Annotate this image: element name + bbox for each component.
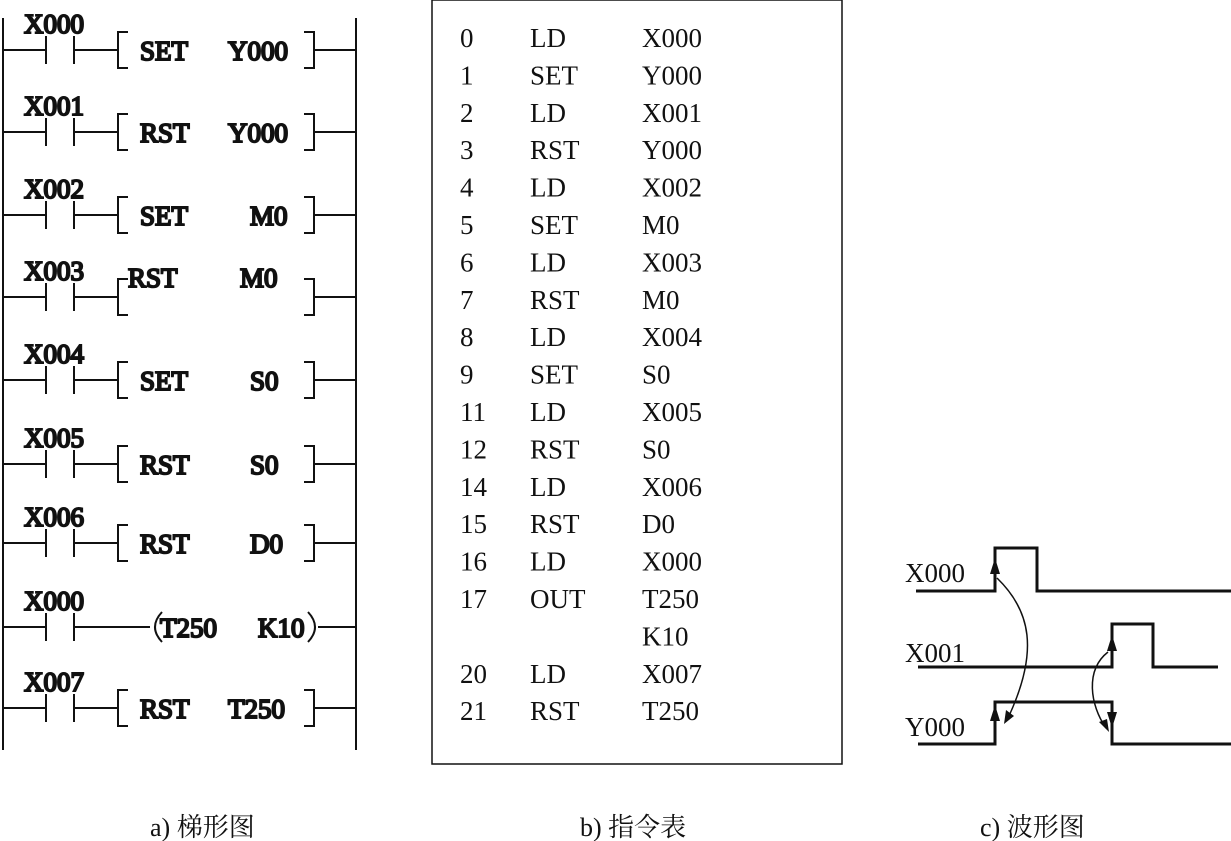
instruction-operand: Y000 xyxy=(642,60,702,91)
rung-instruction: RST xyxy=(140,450,190,480)
instruction-step: 8 xyxy=(460,322,474,353)
instruction-row xyxy=(460,547,702,577)
contact-label: X000 xyxy=(24,586,84,616)
contact-label: X005 xyxy=(24,423,84,453)
instruction-opcode: LD xyxy=(530,322,566,353)
instruction-opcode: RST xyxy=(530,434,580,465)
rung-instruction: RST xyxy=(140,529,190,559)
instruction-opcode: LD xyxy=(530,397,566,427)
instruction-row xyxy=(460,584,699,614)
instruction-operand: X007 xyxy=(642,658,702,689)
bracket-right xyxy=(304,279,314,315)
signal-label: Y000 xyxy=(905,712,965,742)
instruction-step: 7 xyxy=(460,284,474,315)
instruction-operand: T250 xyxy=(642,696,699,727)
instruction-row xyxy=(460,210,680,240)
instruction-row xyxy=(460,434,671,464)
rung-instruction: SET xyxy=(140,366,189,396)
instruction-operand: X002 xyxy=(642,172,702,203)
rung-instruction: RST xyxy=(140,118,190,148)
instruction-operand: M0 xyxy=(642,284,680,315)
instruction-operand: X005 xyxy=(642,397,702,427)
instruction-step: 1 xyxy=(460,60,474,91)
rung-operand: M0 xyxy=(240,263,278,293)
rung-instruction: RST xyxy=(128,263,178,293)
instruction-operand: T250 xyxy=(642,584,699,614)
instruction-step: 20 xyxy=(460,658,487,689)
y000-rising-arrow xyxy=(990,705,1000,721)
rung-operand: S0 xyxy=(250,450,279,480)
instruction-operand: X000 xyxy=(642,546,702,577)
instruction-list xyxy=(460,23,702,726)
instruction-row xyxy=(460,23,702,53)
contact-label: X001 xyxy=(24,91,84,121)
bracket-right xyxy=(304,690,314,726)
instruction-row xyxy=(460,247,702,277)
instruction-opcode: RST xyxy=(530,696,580,727)
instruction-opcode: LD xyxy=(530,471,566,502)
contact-label: X004 xyxy=(24,339,84,369)
set-causality-curve xyxy=(997,578,1028,718)
instruction-row xyxy=(460,696,699,726)
bracket-left xyxy=(118,279,128,315)
instruction-step: 21 xyxy=(460,696,487,727)
instruction-opcode: SET xyxy=(530,210,579,240)
instruction-opcode: LD xyxy=(530,247,566,278)
contact-label: X000 xyxy=(24,9,84,39)
rung-instruction: SET xyxy=(140,36,189,66)
rung-operand: D0 xyxy=(250,529,283,559)
bracket-right xyxy=(304,525,314,561)
instruction-opcode: RST xyxy=(530,284,580,315)
instruction-operand: Y000 xyxy=(642,135,702,166)
instruction-step: 6 xyxy=(460,247,474,278)
instruction-operand: S0 xyxy=(642,434,671,465)
bracket-right xyxy=(304,114,314,150)
bracket-left xyxy=(118,114,128,150)
bracket-right xyxy=(304,197,314,233)
bracket-left xyxy=(118,32,128,68)
contact-label: X003 xyxy=(24,256,84,286)
bracket-left xyxy=(118,446,128,482)
instruction-operand: K10 xyxy=(642,621,689,652)
instruction-step: 2 xyxy=(460,97,474,128)
instruction-row xyxy=(460,472,702,502)
instruction-operand: X000 xyxy=(642,23,702,53)
coil-operand: K10 xyxy=(258,613,305,643)
instruction-row xyxy=(460,98,702,128)
instruction-row xyxy=(642,621,689,651)
instruction-step: 11 xyxy=(460,397,486,427)
instruction-row xyxy=(460,285,680,315)
contact-label: X002 xyxy=(24,174,84,204)
instruction-opcode: LD xyxy=(530,658,566,689)
rung-operand: Y000 xyxy=(228,36,288,66)
instruction-opcode: LD xyxy=(530,546,566,577)
instruction-opcode: RST xyxy=(530,509,580,540)
instruction-row xyxy=(460,173,702,203)
coil-instruction: T250 xyxy=(160,613,217,643)
rung-instruction: SET xyxy=(140,201,189,231)
instruction-row xyxy=(460,60,702,90)
x001-rising-arrow xyxy=(1107,635,1117,651)
instruction-step: 16 xyxy=(460,546,487,577)
instruction-row xyxy=(460,659,702,689)
y000-falling-arrow xyxy=(1107,712,1117,728)
instruction-operand: X001 xyxy=(642,97,702,128)
instruction-opcode: LD xyxy=(530,23,566,53)
instruction-step: 15 xyxy=(460,509,487,540)
instruction-operand: X003 xyxy=(642,247,702,278)
rung-instruction: RST xyxy=(140,694,190,724)
instruction-operand: M0 xyxy=(642,210,680,240)
x000-rising-arrow xyxy=(990,558,1000,574)
instruction-step: 3 xyxy=(460,135,474,166)
instruction-opcode: SET xyxy=(530,60,579,91)
rung-operand: Y000 xyxy=(228,118,288,148)
ladder-caption: a) 梯形图 xyxy=(150,813,255,841)
waveform-caption: c) 波形图 xyxy=(980,813,1085,841)
rung-operand: S0 xyxy=(250,366,279,396)
signal-label: X000 xyxy=(905,558,965,588)
set-causality-arrowhead xyxy=(1004,710,1014,724)
instruction-row xyxy=(460,360,671,390)
bracket-left xyxy=(118,197,128,233)
instruction-operand: X004 xyxy=(642,322,702,353)
instruction-list-caption: b) 指令表 xyxy=(580,813,687,841)
bracket-right xyxy=(304,446,314,482)
instruction-row xyxy=(460,135,702,165)
contact-label: X006 xyxy=(24,502,84,532)
rst-causality-arrowhead xyxy=(1099,719,1109,732)
contact-label: X007 xyxy=(24,667,84,697)
bracket-left xyxy=(118,362,128,398)
bracket-left xyxy=(118,690,128,726)
instruction-operand: D0 xyxy=(642,509,675,540)
instruction-step: 4 xyxy=(460,172,474,203)
bracket-right xyxy=(304,362,314,398)
rst-causality-curve xyxy=(1092,652,1108,728)
bracket-left xyxy=(118,525,128,561)
ladder-diagram xyxy=(3,9,356,750)
bracket-right xyxy=(304,32,314,68)
instruction-operand: S0 xyxy=(642,359,671,390)
signal-label: X001 xyxy=(905,638,965,668)
coil-right-paren xyxy=(308,612,315,642)
instruction-opcode: OUT xyxy=(530,584,586,614)
instruction-row xyxy=(460,509,675,539)
waveform-labels xyxy=(905,558,965,742)
instruction-operand: X006 xyxy=(642,471,702,502)
instruction-opcode: LD xyxy=(530,172,566,203)
instruction-step: 0 xyxy=(460,23,474,53)
rung-operand: M0 xyxy=(250,201,288,231)
instruction-row xyxy=(460,322,702,352)
instruction-row xyxy=(460,397,702,427)
instruction-step: 14 xyxy=(460,471,487,502)
instruction-list-frame xyxy=(432,0,842,764)
instruction-opcode: LD xyxy=(530,97,566,128)
instruction-step: 5 xyxy=(460,210,474,240)
instruction-opcode: SET xyxy=(530,359,579,390)
rung-operand: T250 xyxy=(228,694,285,724)
instruction-step: 17 xyxy=(460,584,487,614)
instruction-step: 12 xyxy=(460,434,487,465)
instruction-step: 9 xyxy=(460,359,474,390)
instruction-opcode: RST xyxy=(530,135,580,166)
